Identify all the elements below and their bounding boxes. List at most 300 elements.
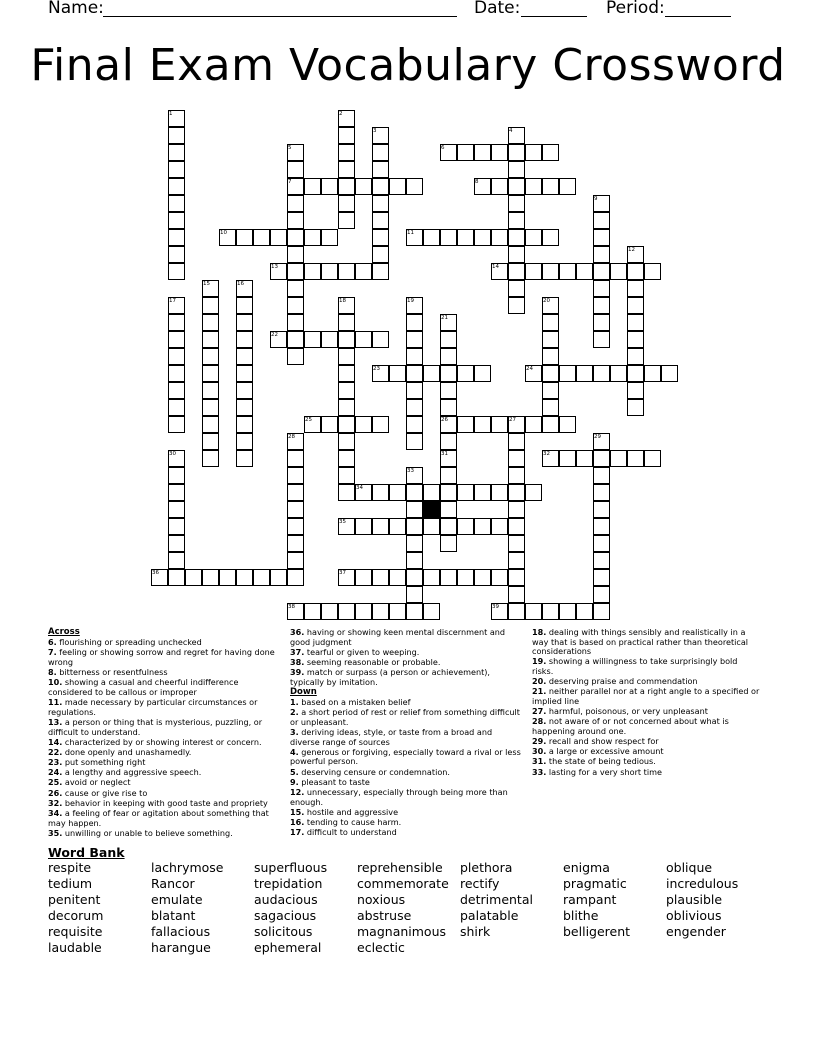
grid-cell[interactable] xyxy=(372,603,389,620)
grid-cell[interactable] xyxy=(559,450,576,467)
grid-cell[interactable] xyxy=(287,467,304,484)
grid-cell[interactable] xyxy=(372,331,389,348)
grid-cell[interactable] xyxy=(389,603,406,620)
grid-cell[interactable] xyxy=(440,535,457,552)
grid-cell[interactable] xyxy=(440,229,457,246)
grid-cell[interactable] xyxy=(389,365,406,382)
grid-cell[interactable] xyxy=(593,450,610,467)
grid-cell[interactable] xyxy=(440,518,457,535)
grid-cell[interactable] xyxy=(593,297,610,314)
grid-cell[interactable] xyxy=(236,450,253,467)
grid-cell[interactable] xyxy=(508,586,525,603)
word-bank-word: plausible xyxy=(666,892,723,907)
grid-cell[interactable] xyxy=(406,552,423,569)
grid-cell[interactable] xyxy=(168,569,185,586)
grid-cell[interactable] xyxy=(542,331,559,348)
grid-cell[interactable] xyxy=(168,314,185,331)
grid-cell[interactable] xyxy=(440,382,457,399)
grid-cell[interactable] xyxy=(457,144,474,161)
grid-cell[interactable] xyxy=(610,365,627,382)
clue-number: 34 xyxy=(356,485,363,491)
grid-cell[interactable] xyxy=(474,229,491,246)
word-bank-word: penitent xyxy=(48,892,101,907)
grid-cell[interactable] xyxy=(338,263,355,280)
grid-cell[interactable] xyxy=(661,365,678,382)
grid-cell[interactable] xyxy=(389,518,406,535)
grid-cell[interactable] xyxy=(508,144,525,161)
grid-cell[interactable] xyxy=(627,263,644,280)
grid-cell[interactable] xyxy=(202,365,219,382)
grid-cell[interactable] xyxy=(508,280,525,297)
grid-cell[interactable] xyxy=(372,229,389,246)
grid-cell[interactable] xyxy=(168,161,185,178)
grid-cell[interactable] xyxy=(406,535,423,552)
grid-cell[interactable] xyxy=(593,246,610,263)
grid-cell[interactable] xyxy=(372,161,389,178)
grid-cell[interactable] xyxy=(508,501,525,518)
grid-cell[interactable] xyxy=(236,348,253,365)
word-bank-word: palatable xyxy=(460,908,519,923)
grid-cell[interactable] xyxy=(168,246,185,263)
grid-cell[interactable] xyxy=(338,348,355,365)
grid-cell[interactable] xyxy=(457,484,474,501)
grid-cell[interactable] xyxy=(593,331,610,348)
grid-cell[interactable] xyxy=(202,416,219,433)
grid-cell[interactable] xyxy=(593,552,610,569)
grid-cell[interactable] xyxy=(355,178,372,195)
grid-cell[interactable] xyxy=(304,178,321,195)
grid-cell[interactable] xyxy=(321,178,338,195)
grid-cell[interactable] xyxy=(287,263,304,280)
grid-cell[interactable] xyxy=(627,365,644,382)
grid-cell[interactable] xyxy=(627,331,644,348)
grid-cell[interactable] xyxy=(168,416,185,433)
grid-cell[interactable] xyxy=(236,399,253,416)
grid-cell[interactable] xyxy=(168,365,185,382)
grid-cell[interactable] xyxy=(168,178,185,195)
grid-cell[interactable] xyxy=(338,382,355,399)
grid-cell[interactable] xyxy=(372,569,389,586)
grid-cell[interactable] xyxy=(525,416,542,433)
grid-cell[interactable] xyxy=(287,212,304,229)
grid-cell[interactable] xyxy=(287,280,304,297)
grid-cell[interactable] xyxy=(559,603,576,620)
grid-cell[interactable] xyxy=(508,161,525,178)
grid-cell[interactable] xyxy=(593,212,610,229)
clue-item xyxy=(48,698,280,717)
grid-cell[interactable] xyxy=(287,569,304,586)
grid-cell[interactable] xyxy=(202,450,219,467)
grid-cell[interactable] xyxy=(253,569,270,586)
grid-cell[interactable] xyxy=(168,399,185,416)
grid-cell[interactable] xyxy=(168,552,185,569)
grid-cell[interactable] xyxy=(338,127,355,144)
grid-cell[interactable] xyxy=(508,535,525,552)
grid-cell[interactable] xyxy=(627,348,644,365)
grid-cell[interactable] xyxy=(406,603,423,620)
grid-cell[interactable] xyxy=(491,416,508,433)
grid-cell[interactable] xyxy=(423,229,440,246)
period-label: Period: xyxy=(606,0,665,18)
grid-cell[interactable] xyxy=(508,433,525,450)
grid-cell[interactable] xyxy=(287,246,304,263)
grid-cell[interactable] xyxy=(338,433,355,450)
grid-cell[interactable] xyxy=(440,399,457,416)
grid-cell[interactable] xyxy=(372,195,389,212)
grid-cell[interactable] xyxy=(287,535,304,552)
grid-cell[interactable] xyxy=(542,382,559,399)
grid-cell[interactable] xyxy=(423,484,440,501)
grid-cell[interactable] xyxy=(287,195,304,212)
grid-cell[interactable] xyxy=(304,263,321,280)
clue-number: 9 xyxy=(594,196,598,202)
grid-cell[interactable] xyxy=(440,348,457,365)
grid-cell[interactable] xyxy=(576,263,593,280)
grid-cell[interactable] xyxy=(559,263,576,280)
grid-cell[interactable] xyxy=(406,433,423,450)
grid-cell[interactable] xyxy=(372,246,389,263)
grid-cell[interactable] xyxy=(287,450,304,467)
grid-cell[interactable] xyxy=(406,416,423,433)
grid-cell[interactable] xyxy=(508,467,525,484)
grid-cell[interactable] xyxy=(338,195,355,212)
grid-cell[interactable] xyxy=(287,484,304,501)
clue-item xyxy=(48,758,280,768)
grid-cell[interactable] xyxy=(202,433,219,450)
grid-cell[interactable] xyxy=(525,178,542,195)
grid-cell[interactable] xyxy=(219,569,236,586)
grid-cell[interactable] xyxy=(338,212,355,229)
grid-cell[interactable] xyxy=(542,603,559,620)
grid-cell[interactable] xyxy=(610,263,627,280)
grid-cell[interactable] xyxy=(236,314,253,331)
grid-cell[interactable] xyxy=(202,348,219,365)
grid-cell[interactable] xyxy=(287,501,304,518)
clue-number: 11 xyxy=(407,230,414,236)
grid-cell[interactable] xyxy=(508,229,525,246)
grid-cell[interactable] xyxy=(372,144,389,161)
grid-cell[interactable] xyxy=(440,331,457,348)
grid-cell[interactable] xyxy=(270,569,287,586)
grid-cell[interactable] xyxy=(610,450,627,467)
word-bank-word: audacious xyxy=(254,892,318,907)
grid-cell[interactable] xyxy=(593,603,610,620)
grid-cell[interactable] xyxy=(508,518,525,535)
grid-cell[interactable] xyxy=(542,144,559,161)
grid-cell[interactable] xyxy=(168,518,185,535)
grid-cell[interactable] xyxy=(491,144,508,161)
grid-cell[interactable] xyxy=(542,399,559,416)
grid-cell[interactable] xyxy=(508,263,525,280)
grid-cell[interactable] xyxy=(287,552,304,569)
grid-cell[interactable] xyxy=(406,382,423,399)
grid-cell[interactable] xyxy=(440,365,457,382)
grid-cell[interactable] xyxy=(457,518,474,535)
clue-item-number: 3. xyxy=(290,727,299,738)
grid-cell[interactable] xyxy=(627,450,644,467)
grid-cell[interactable] xyxy=(202,297,219,314)
clue-item-number: 27. xyxy=(532,706,547,717)
grid-cell[interactable] xyxy=(542,348,559,365)
grid-cell[interactable] xyxy=(474,144,491,161)
grid-cell[interactable] xyxy=(593,263,610,280)
grid-cell[interactable] xyxy=(168,127,185,144)
grid-cell[interactable] xyxy=(525,229,542,246)
grid-cell[interactable] xyxy=(644,450,661,467)
clue-item-text: flourishing or spreading unchecked xyxy=(56,637,202,648)
grid-cell[interactable] xyxy=(423,365,440,382)
grid-cell[interactable] xyxy=(168,467,185,484)
grid-cell[interactable] xyxy=(627,399,644,416)
clue-item-number: 8. xyxy=(48,667,57,678)
grid-cell[interactable] xyxy=(491,518,508,535)
grid-cell[interactable] xyxy=(627,280,644,297)
clue-item-text: dealing with things sensibly and realistically in a way that is based on practical rather than theoretical considerations xyxy=(532,627,749,657)
grid-cell[interactable] xyxy=(236,229,253,246)
grid-cell[interactable] xyxy=(593,535,610,552)
grid-cell[interactable] xyxy=(508,484,525,501)
grid-cell[interactable] xyxy=(202,314,219,331)
grid-cell[interactable] xyxy=(406,348,423,365)
grid-cell[interactable] xyxy=(406,178,423,195)
grid-cell[interactable] xyxy=(321,229,338,246)
grid-cell[interactable] xyxy=(593,518,610,535)
grid-cell[interactable] xyxy=(406,518,423,535)
grid-cell[interactable] xyxy=(338,144,355,161)
word-bank-word: belligerent xyxy=(563,924,631,939)
grid-cell[interactable] xyxy=(168,212,185,229)
grid-cell[interactable] xyxy=(236,331,253,348)
grid-cell[interactable] xyxy=(168,484,185,501)
grid-cell[interactable] xyxy=(508,603,525,620)
clue-item xyxy=(48,748,280,758)
clue-item xyxy=(532,717,760,736)
grid-cell[interactable] xyxy=(338,331,355,348)
grid-cell[interactable] xyxy=(338,314,355,331)
word-bank xyxy=(48,860,768,960)
grid-cell[interactable] xyxy=(474,416,491,433)
grid-cell[interactable] xyxy=(287,348,304,365)
grid-cell[interactable] xyxy=(304,229,321,246)
grid-cell[interactable] xyxy=(202,331,219,348)
grid-cell[interactable] xyxy=(644,263,661,280)
grid-cell[interactable] xyxy=(372,212,389,229)
grid-cell[interactable] xyxy=(440,433,457,450)
grid-cell[interactable] xyxy=(525,144,542,161)
grid-cell[interactable] xyxy=(593,484,610,501)
clue-item xyxy=(290,828,522,838)
grid-cell[interactable] xyxy=(338,365,355,382)
grid-cell[interactable] xyxy=(321,603,338,620)
grid-cell[interactable] xyxy=(355,603,372,620)
grid-cell[interactable] xyxy=(508,246,525,263)
grid-cell[interactable] xyxy=(474,365,491,382)
grid-cell[interactable] xyxy=(457,416,474,433)
grid-cell[interactable] xyxy=(457,365,474,382)
grid-cell[interactable] xyxy=(355,331,372,348)
grid-cell[interactable] xyxy=(593,314,610,331)
grid-cell[interactable] xyxy=(287,297,304,314)
grid-cell[interactable] xyxy=(508,212,525,229)
grid-cell[interactable] xyxy=(338,161,355,178)
grid-cell[interactable] xyxy=(423,518,440,535)
down-clue-list xyxy=(290,698,522,838)
grid-cell[interactable] xyxy=(406,569,423,586)
grid-cell[interactable] xyxy=(372,518,389,535)
grid-cell[interactable] xyxy=(372,416,389,433)
grid-cell[interactable] xyxy=(593,501,610,518)
grid-cell[interactable] xyxy=(321,331,338,348)
grid-cell[interactable] xyxy=(372,484,389,501)
grid-cell[interactable] xyxy=(508,195,525,212)
grid-cell[interactable] xyxy=(559,365,576,382)
clue-number: 28 xyxy=(288,434,295,440)
grid-cell[interactable] xyxy=(355,416,372,433)
grid-cell[interactable] xyxy=(542,365,559,382)
grid-cell[interactable] xyxy=(559,416,576,433)
grid-cell[interactable] xyxy=(236,297,253,314)
grid-cell[interactable] xyxy=(440,467,457,484)
grid-cell[interactable] xyxy=(168,382,185,399)
grid-cell[interactable] xyxy=(542,229,559,246)
grid-cell[interactable] xyxy=(474,484,491,501)
grid-cell[interactable] xyxy=(287,161,304,178)
grid-cell[interactable] xyxy=(168,195,185,212)
grid-cell[interactable] xyxy=(406,331,423,348)
grid-cell[interactable] xyxy=(457,229,474,246)
grid-cell[interactable] xyxy=(491,178,508,195)
grid-cell[interactable] xyxy=(338,416,355,433)
grid-cell[interactable] xyxy=(253,229,270,246)
grid-cell[interactable] xyxy=(474,569,491,586)
across-heading: Across xyxy=(48,627,80,637)
grid-cell[interactable] xyxy=(355,518,372,535)
grid-cell[interactable] xyxy=(389,569,406,586)
grid-cell[interactable] xyxy=(406,484,423,501)
grid-cell[interactable] xyxy=(287,518,304,535)
grid-cell[interactable] xyxy=(457,569,474,586)
grid-cell[interactable] xyxy=(236,416,253,433)
grid-cell[interactable] xyxy=(593,586,610,603)
grid-cell[interactable] xyxy=(508,178,525,195)
grid-cell[interactable] xyxy=(202,382,219,399)
grid-cell[interactable] xyxy=(542,178,559,195)
grid-cell[interactable] xyxy=(168,263,185,280)
grid-cell[interactable] xyxy=(627,314,644,331)
grid-cell[interactable] xyxy=(627,382,644,399)
grid-cell[interactable] xyxy=(338,467,355,484)
grid-cell[interactable] xyxy=(440,501,457,518)
grid-cell[interactable] xyxy=(542,263,559,280)
grid-cell[interactable] xyxy=(406,365,423,382)
grid-cell[interactable] xyxy=(576,365,593,382)
clue-item xyxy=(290,788,522,807)
grid-cell[interactable] xyxy=(440,569,457,586)
grid-cell[interactable] xyxy=(338,178,355,195)
grid-cell[interactable] xyxy=(202,399,219,416)
grid-cell[interactable] xyxy=(372,263,389,280)
grid-cell[interactable] xyxy=(508,569,525,586)
grid-cell[interactable] xyxy=(525,603,542,620)
grid-cell[interactable] xyxy=(508,552,525,569)
grid-cell[interactable] xyxy=(508,297,525,314)
grid-cell[interactable] xyxy=(304,603,321,620)
grid-cell[interactable] xyxy=(593,229,610,246)
grid-cell[interactable] xyxy=(593,569,610,586)
grid-cell[interactable] xyxy=(236,382,253,399)
grid-cell[interactable] xyxy=(236,569,253,586)
grid-cell[interactable] xyxy=(168,331,185,348)
grid-cell[interactable] xyxy=(236,365,253,382)
grid-cell[interactable] xyxy=(372,178,389,195)
grid-cell[interactable] xyxy=(355,263,372,280)
grid-cell[interactable] xyxy=(168,501,185,518)
clue-number: 37 xyxy=(339,570,346,576)
grid-cell[interactable] xyxy=(287,314,304,331)
grid-cell[interactable] xyxy=(593,467,610,484)
grid-cell[interactable] xyxy=(423,603,440,620)
grid-cell[interactable] xyxy=(168,144,185,161)
grid-cell[interactable] xyxy=(406,586,423,603)
grid-cell[interactable] xyxy=(542,416,559,433)
grid-cell[interactable] xyxy=(491,229,508,246)
grid-cell[interactable] xyxy=(270,229,287,246)
grid-cell[interactable] xyxy=(576,603,593,620)
grid-cell[interactable] xyxy=(304,331,321,348)
grid-cell[interactable] xyxy=(287,331,304,348)
grid-cell[interactable] xyxy=(593,365,610,382)
grid-cell[interactable] xyxy=(491,569,508,586)
grid-cell[interactable] xyxy=(321,263,338,280)
grid-cell[interactable] xyxy=(525,263,542,280)
grid-cell[interactable] xyxy=(287,229,304,246)
grid-cell[interactable] xyxy=(168,229,185,246)
grid-cell[interactable] xyxy=(508,450,525,467)
grid-cell[interactable] xyxy=(559,178,576,195)
grid-cell[interactable] xyxy=(542,314,559,331)
grid-cell[interactable] xyxy=(338,603,355,620)
grid-cell[interactable] xyxy=(236,433,253,450)
grid-cell[interactable] xyxy=(491,484,508,501)
grid-cell[interactable] xyxy=(168,348,185,365)
grid-cell[interactable] xyxy=(202,569,219,586)
grid-cell[interactable] xyxy=(644,365,661,382)
clue-number: 13 xyxy=(271,264,278,270)
grid-cell[interactable] xyxy=(355,569,372,586)
grid-cell[interactable] xyxy=(338,450,355,467)
grid-cell[interactable] xyxy=(440,484,457,501)
grid-cell[interactable] xyxy=(406,501,423,518)
grid-cell[interactable] xyxy=(627,297,644,314)
grid-cell[interactable] xyxy=(525,484,542,501)
grid-cell[interactable] xyxy=(406,399,423,416)
grid-cell[interactable] xyxy=(389,484,406,501)
clues-column-1 xyxy=(48,628,280,839)
grid-cell[interactable] xyxy=(185,569,202,586)
grid-cell[interactable] xyxy=(389,178,406,195)
grid-cell[interactable] xyxy=(593,280,610,297)
grid-cell[interactable] xyxy=(576,450,593,467)
clue-item xyxy=(48,738,280,748)
grid-cell[interactable] xyxy=(168,535,185,552)
grid-cell[interactable] xyxy=(423,569,440,586)
grid-cell[interactable] xyxy=(474,518,491,535)
grid-cell[interactable] xyxy=(321,416,338,433)
grid-cell[interactable] xyxy=(406,314,423,331)
grid-cell[interactable] xyxy=(338,399,355,416)
grid-cell[interactable] xyxy=(338,484,355,501)
clue-number: 17 xyxy=(169,298,176,304)
